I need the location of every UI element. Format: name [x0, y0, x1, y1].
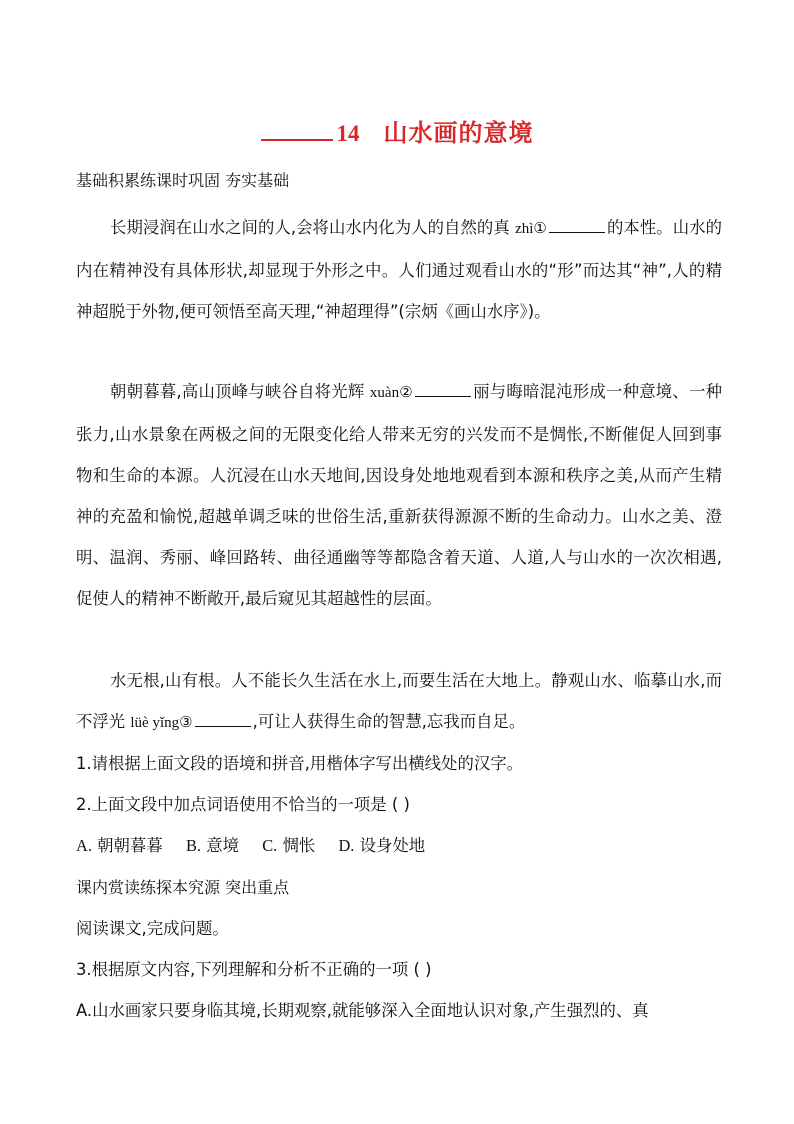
lesson-title-text: 山水画的意境	[383, 119, 534, 147]
option-d[interactable]: D. 设身处地	[338, 836, 426, 855]
question-2-options	[76, 835, 443, 857]
paragraph-2-text-b: 丽与晦暗混沌形成一种意境、一种张力,山水景象在两极之间的无限变化给人带来无穷的兴发而不是惆怅,不断催促人回到事物和生命的本源。人沉浸在山水天地间,因设身处地地观看到本源和秩序之美,从而产生精神的充盈和愉悦,超越单调乏味的世俗生活,重新获得源源不断的生命动力。山水之美、澄明、温润、秀丽、峰回路转、曲径通幽等等都隐含着天道、人道,人与山水的一次次相遇,促使人的精神不断敞开,最后窥见其超越性的层面。	[76, 382, 723, 608]
question-2: 2.上面文段中加点词语使用不恰当的一项是 ( )	[76, 795, 410, 814]
passage-paragraph-2	[76, 371, 722, 619]
pinyin-1: zhì①	[515, 221, 547, 237]
option-c[interactable]: C. 惆怅	[262, 836, 316, 855]
pinyin-3: lüè yǐng③	[130, 715, 193, 731]
paragraph-1-text-b: 的本性。山水的内在精神没有具体形状,却显现于外形之中。人们通过观看山水的“形”而达其“神”,人的精神超脱于外物,便可领悟至高天理,“神超理得”(宗炳《画山水序》)。	[76, 218, 723, 321]
reading-instruction: 阅读课文,完成问题。	[76, 919, 229, 938]
fill-blank-1[interactable]	[549, 218, 605, 233]
option-a[interactable]: A. 朝朝暮暮	[76, 836, 163, 855]
question-3: 3.根据原文内容,下列理解和分析不正确的一项 ( )	[76, 960, 432, 979]
question-3-option-a: A.山水画家只要身临其境,长期观察,就能够深入全面地认识对象,产生强烈的、真	[76, 1001, 649, 1020]
paragraph-1-text-a: 长期浸润在山水之间的人,会将山水内化为人的自然的真	[110, 218, 516, 237]
section-heading-basic: 基础积累练课时巩固 夯实基础	[76, 171, 290, 190]
pinyin-2: xuàn②	[369, 385, 413, 401]
paragraph-3-text-a: 水无根,山有根。人不能长久生活在水上,而要生活在大地上。静观山水、临摹山水,而不浮光	[76, 671, 722, 731]
fill-blank-3[interactable]	[195, 712, 251, 727]
section-heading-reading: 课内赏读练探本究源 突出重点	[76, 878, 290, 897]
question-1: 1.请根据上面文段的语境和拼音,用楷体字写出横线处的汉字。	[76, 754, 524, 773]
option-b[interactable]: B. 意境	[185, 836, 239, 855]
fill-blank-2[interactable]	[415, 382, 471, 397]
paragraph-2-text-a: 朝朝暮暮,高山顶峰与峡谷自将光辉	[110, 382, 370, 401]
passage-paragraph-1	[76, 207, 722, 332]
lesson-title	[0, 113, 794, 148]
paragraph-3-text-b: ,可让人获得生命的智慧,忘我而自足。	[252, 712, 526, 731]
title-blank-line	[261, 117, 333, 141]
lesson-number: 14	[336, 121, 360, 146]
passage-paragraph-3	[76, 660, 722, 744]
